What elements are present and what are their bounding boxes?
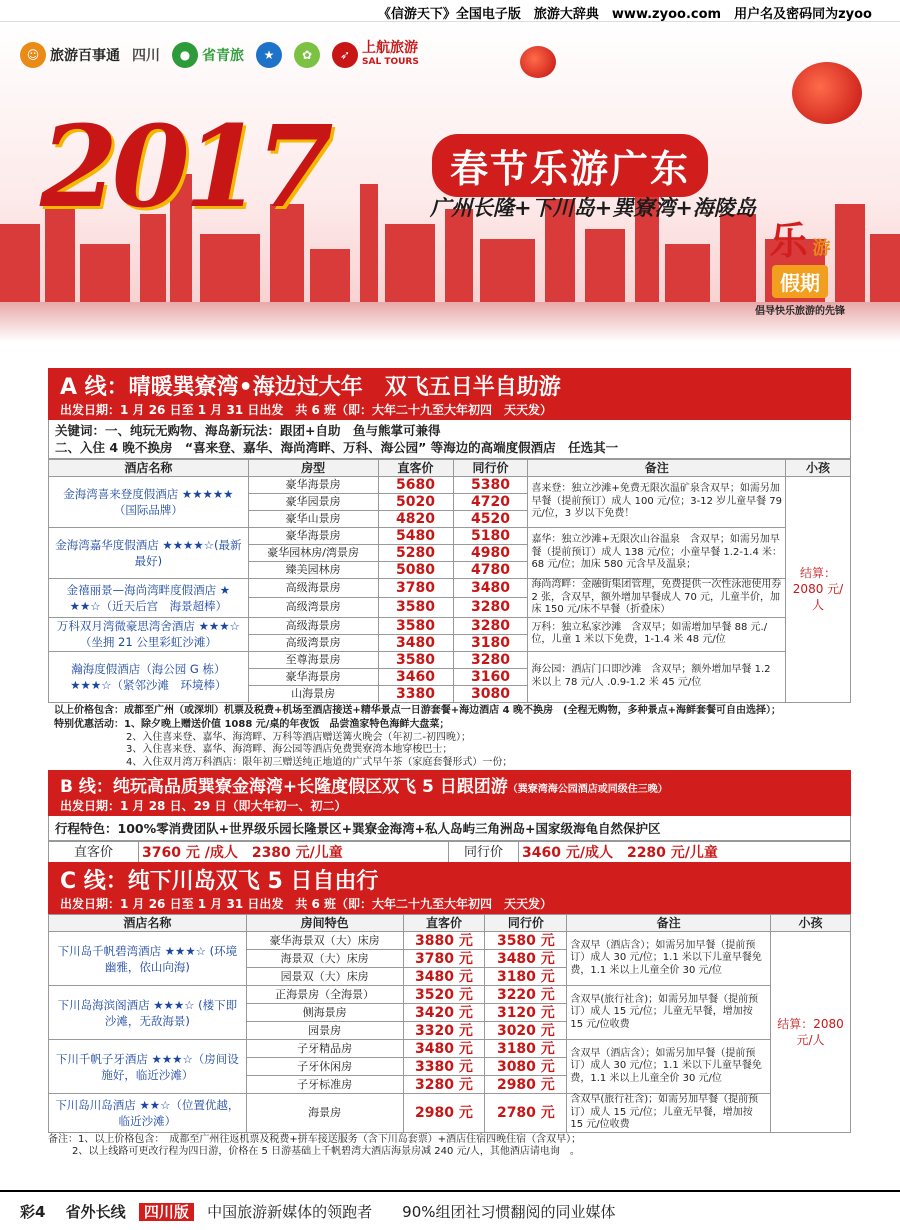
direct-price: 3520 元 [403, 986, 485, 1004]
hotel-name: 金海湾嘉华度假酒店 ★★★★☆(最新 最好) [49, 528, 249, 579]
peer-price: 5180 [453, 528, 528, 545]
peer-price: 3120 元 [485, 1004, 567, 1022]
peer-price: 4520 [453, 511, 528, 528]
line-a-header: A 线：晴暖巽寮湾•海边过大年 双飞五日半自助游 出发日期：1 月 26 日至 1 月 31 日出发 共 6 班（即：大年二十九至大年初四 天天发） [48, 368, 851, 420]
table-row [49, 932, 851, 950]
line-c-remarks: 备注：1、以上价格包含： 成都至广州往返机票及税费+拼车接送服务（含下川岛套票）+酒店住宿四晚住宿（含双早）； 2、以上线路可更改行程为四日游，价格在 5 日游基础上千帆碧湾大酒店海景房减 240 元/人，其他酒店请电询 。 [48, 1133, 582, 1157]
peer-price: 3280 [453, 617, 528, 634]
direct-price: 5280 [378, 545, 453, 562]
peer-price: 5380 [453, 477, 528, 494]
room-type: 海景房 [246, 1094, 403, 1133]
peer-price: 3180 元 [485, 968, 567, 986]
direct-price: 3480 元 [403, 1040, 485, 1058]
peer-price: 2980 元 [485, 1076, 567, 1094]
room-type: 园景双（大）床房 [246, 968, 403, 986]
holiday-badge: 乐 游 假期 倡导快乐旅游的先锋 [755, 218, 845, 317]
logo-lvyoubaishitong: ☺ 旅游百事通 [20, 42, 120, 68]
table-row [49, 1040, 851, 1058]
hero-title: 春节乐游广东 [432, 134, 708, 197]
room-type: 子牙精品房 [246, 1040, 403, 1058]
sal-wing-icon: ➶ [332, 42, 358, 68]
peer-price: 4720 [453, 494, 528, 511]
peer-price: 3580 元 [485, 932, 567, 950]
peer-price: 3480 [453, 579, 528, 598]
peer-price: 3280 [453, 651, 528, 668]
direct-price: 3480 元 [403, 968, 485, 986]
direct-price: 5020 [378, 494, 453, 511]
room-type: 豪华海景双（大）床房 [246, 932, 403, 950]
line-c-header: C 线：纯下川岛双飞 5 日自由行 出发日期：1 月 26 日至 1 月 31 日出发 共 6 班（即：大年二十九至大年初四 天天发） [48, 862, 851, 914]
room-type: 侧海景房 [246, 1004, 403, 1022]
peer-price: 2780 元 [485, 1094, 567, 1133]
direct-price: 4820 [378, 511, 453, 528]
room-note: 含双早（酒店含）；如需另加早餐（提前预订）成人 30 元/位；1.1 米以下儿童早餐免费，1.1 米以上儿童全价 30 元/位 [567, 1040, 771, 1094]
room-note: 万科：独立私家沙滩 含双早；如需增加早餐 88 元./位，儿童 1 米以下免费，1-1.4 米 48 元/位 [528, 617, 786, 651]
direct-price: 3880 元 [403, 932, 485, 950]
logo-sal-tours: ➶ 上航旅游 SAL TOURS [332, 42, 419, 68]
logo-qinglv: ● 省青旅 [172, 42, 244, 68]
line-a-table: 酒店名称 房型 直客价 同行价 备注 小孩 金海湾喜来登度假酒店 ★★★★★（国际品牌） 豪华海景房 5680 5380 喜来登：独立沙滩+免费无限次温矿泉含双早；如需另加早餐（提前预订）成人 100 元/位；3-12 岁儿童早餐 79 元/位，3 岁以下免费！ 结算：2080 元/人 豪华园景房 5020 4720 豪华山景房 4820 4520 金海湾嘉华度假酒店 ★★★★☆(最新 最好) 豪华海景房 5480 5180 嘉华：独立沙滩+无限次山谷温泉 含双早；如需另加早餐（提前预订）成人 138 元/位；小童早餐 1.2-1.4 米：68 元/位；加床 580 元含早及温泉； 豪华园林房/湾景房 5280 4980 臻美园林房 5080 4780 金禧丽景—海尚湾畔度假酒店 ★ ★★☆（近天后宫 海景超棒） 高级海景房 3780 3480 海尚湾畔：金融街集团管理，免费提供一次性泳池使用券 2 张，含双早，额外增加早餐成人 70 元，儿童半价，加床 150 元/床不早餐（折叠床） 高级湾景房 3580 3280 万科双月湾微豪思湾舍酒店 ★★★☆（坐拥 21 公里彩虹沙滩） 高级海景房 3580 3280 万科：独立私家沙滩 含双早；如需增加早餐 88 元./位，儿童 1 米以下免费，1-1.4 米 48 元/位 高级湾景房 3480 3180 瀚海度假酒店（海公园 G 栋）★★★☆（紧邻沙滩 环境棒） 至尊海景房 3580 3280 海公园：酒店门口即沙滩 含双早；额外增加早餐 1.2 米以上 78 元/人 .0.9-1.2 米 45 元/位 豪华海景房 3460 3160 山海景房 3380 3080 [48, 459, 851, 703]
peer-price: 3480 元 [485, 950, 567, 968]
peer-price: 4980 [453, 545, 528, 562]
direct-price: 3280 元 [403, 1076, 485, 1094]
peer-price: 3180 [453, 634, 528, 651]
room-type: 高级海景房 [248, 579, 378, 598]
peer-price: 4780 [453, 562, 528, 579]
line-a-section [48, 368, 851, 769]
direct-price: 3420 元 [403, 1004, 485, 1022]
room-type: 豪华园景房 [248, 494, 378, 511]
direct-price: 3580 [378, 617, 453, 634]
hotel-name: 下川岛川岛酒店 ★★☆（位置优越，临近沙滩） [49, 1094, 247, 1133]
peer-price: 3080 元 [485, 1058, 567, 1076]
room-type: 豪华园林房/湾景房 [248, 545, 378, 562]
line-a-include: 以上价格包含：成都至广州（或深圳）机票及税费+机场至酒店接送+精华景点一日游套餐+海边酒店 4 晚不换房 (全程无购物，多种景点+海鲜套餐可自由选择）； [54, 704, 782, 716]
partner-logos [20, 42, 419, 68]
direct-price: 3780 [378, 579, 453, 598]
line-a-keywords: 关键词：一、纯玩无购物、海岛新玩法：跟团+自助 鱼与熊掌可兼得 二、入住 4 晚不换房 “喜来登、嘉华、海尚湾畔、万科、海公园” 等海边的高端度假酒店 任选其一 [48, 420, 851, 459]
hotel-name: 金禧丽景—海尚湾畔度假酒店 ★ ★★☆（近天后宫 海景超棒） [49, 579, 249, 618]
peer-price: 3080 [453, 685, 528, 702]
peer-price: 3220 元 [485, 986, 567, 1004]
room-note: 含双早（酒店含）；如需另加早餐（提前预订）成人 30 元/位；1.1 米以下儿童早餐免费，1.1 米以上儿童全价 30 元/位 [567, 932, 771, 986]
table-row [49, 528, 851, 545]
hotel-name: 万科双月湾微豪思湾舍酒店 ★★★☆（坐拥 21 公里彩虹沙滩） [49, 617, 249, 651]
room-type: 高级海景房 [248, 617, 378, 634]
room-type: 臻美园林房 [248, 562, 378, 579]
table-row [49, 986, 851, 1004]
mascot-icon: ☺ [20, 42, 46, 68]
direct-price: 3320 元 [403, 1022, 485, 1040]
direct-price: 3780 元 [403, 950, 485, 968]
direct-price: 3380 [378, 685, 453, 702]
hotel-name: 瀚海度假酒店（海公园 G 栋）★★★☆（紧邻沙滩 环境棒） [49, 651, 249, 702]
room-type: 豪华山景房 [248, 511, 378, 528]
room-type: 子牙标准房 [246, 1076, 403, 1094]
hero-subtitle: 广州长隆+下川岛+巽寮湾+海陵岛 [430, 195, 756, 220]
qinglv-icon: ● [172, 42, 198, 68]
line-b-price-table: 直客价 3760 元 /成人 2380 元/儿童 同行价 3460 元/成人 2280 元/儿童 [48, 841, 851, 864]
room-type: 园景房 [246, 1022, 403, 1040]
hotel-name: 下川千帆子牙酒店 ★★★☆（房间设施好，临近沙滩） [49, 1040, 247, 1094]
year-title: 2017 [40, 102, 328, 233]
logo-sichuan: 四川 [132, 48, 160, 64]
room-note: 含双早(旅行社含)；如需另加早餐（提前预订）成人 15 元/位；儿童无早餐，增加按 15 元/位收费 [567, 1094, 771, 1133]
room-type: 豪华海景房 [248, 528, 378, 545]
room-type: 豪华海景房 [248, 477, 378, 494]
lantern-icon [792, 62, 862, 124]
room-note: 海公园：酒店门口即沙滩 含双早；额外增加早餐 1.2 米以上 78 元/人 .0.9-1.2 米 45 元/位 [528, 651, 786, 702]
room-type: 高级湾景房 [248, 634, 378, 651]
room-type: 海景双（大）床房 [246, 950, 403, 968]
table-row [49, 1094, 851, 1133]
room-type: 正海景房（全海景） [246, 986, 403, 1004]
line-c-rows [49, 932, 851, 1133]
room-type: 高级湾景房 [248, 598, 378, 617]
table-row [49, 617, 851, 634]
line-a-rows [49, 477, 851, 703]
line-c-section [48, 862, 851, 1160]
room-note: 喜来登：独立沙滩+免费无限次温矿泉含双早；如需另加早餐（提前预订）成人 100 元/位；3-12 岁儿童早餐 79 元/位，3 岁以下免费！ [528, 477, 786, 528]
badge-icon: ★ [256, 42, 282, 68]
room-type: 至尊海景房 [248, 651, 378, 668]
child-price: 结算：2080 元/人 [786, 477, 851, 703]
table-row [49, 477, 851, 494]
room-note: 海尚湾畔：金融街集团管理，免费提供一次性泳池使用券 2 张，含双早，额外增加早餐成人 70 元，儿童半价，加床 150 元/床不早餐（折叠床） [528, 579, 786, 618]
line-a-specials: 特别优惠活动：1、除夕晚上赠送价值 1088 元/桌的年夜饭 品尝渔家特色海鲜大盘菜； 2、入住喜来登、嘉华、海湾畔、万科等酒店赠送篝火晚会（年初二-初四晚）； 3、入住喜来登、嘉华、海湾畔、海公园等酒店免费巽寮湾本地穿梭巴士； 4、入住双月湾万科酒店：限年初三赠送纯正地道的广式早午茶（家庭套餐形式）一份； [54, 719, 513, 768]
direct-price: 3580 [378, 598, 453, 617]
direct-price: 3460 [378, 668, 453, 685]
room-type: 子牙休闲房 [246, 1058, 403, 1076]
table-row [49, 651, 851, 668]
hotel-name: 下川岛千帆碧湾酒店 ★★★☆ (环境幽雅，依山向海) [49, 932, 247, 986]
line-b-feature: 行程特色：100%零消费团队+世界级乐园长隆景区+巽寮金海湾+私人岛屿三角洲岛+国家级海龟自然保护区 [48, 816, 851, 841]
line-c-table: 酒店名称 房间特色 直客价 同行价 备注 小孩 下川岛千帆碧湾酒店 ★★★☆ (环境幽雅，依山向海) 豪华海景双（大）床房 3880 元 3580 元 含双早（酒店含）；如需另加早餐（提前预订）成人 30 元/位；1.1 米以下儿童早餐免费，1.1 米以上儿童全价 30 元/位 结算：2080 元/人 海景双（大）床房 3780 元 3480 元 园景双（大）床房 3480 元 3180 元 下川岛海滨阁酒店 ★★★☆ (楼下即沙滩，无敌海景) 正海景房（全海景） 3520 元 3220 元 含双早(旅行社含)；如需另加早餐（提前预订）成人 15 元/位；儿童无早餐，增加按 15 元/位收费 侧海景房 3420 元 3120 元 园景房 3320 元 3020 元 下川千帆子牙酒店 ★★★☆（房间设施好，临近沙滩） 子牙精品房 3480 元 3180 元 含双早（酒店含）；如需另加早餐（提前预订）成人 30 元/位；1.1 米以下儿童早餐免费，1.1 米以上儿童全价 30 元/位 子牙休闲房 3380 元 3080 元 子牙标准房 3280 元 2980 元 下川岛川岛酒店 ★★☆（位置优越，临近沙滩） 海景房 2980 元 2780 元 含双早(旅行社含)；如需另加早餐（提前预订）成人 15 元/位；儿童无早餐，增加按 15 元/位收费 [48, 914, 851, 1133]
hotel-name: 下川岛海滨阁酒店 ★★★☆ (楼下即沙滩，无敌海景) [49, 986, 247, 1040]
lantern-icon [520, 46, 556, 78]
direct-price: 3580 [378, 651, 453, 668]
child-price: 结算：2080 元/人 [771, 932, 851, 1133]
line-b-section [48, 770, 851, 864]
page-footer: 彩4 省外长线 四川版 中国旅游新媒体的领跑者 90%组团社习惯翻阅的同业媒体 [0, 1190, 900, 1230]
line-b-header: B 线：纯玩高品质巽寮金海湾+长隆度假区双飞 5 日跟团游（巽寮湾海公园酒店或同级住三晚） 出发日期：1 月 28 日、29 日（即大年初一、初二） [48, 770, 851, 816]
direct-price: 3480 [378, 634, 453, 651]
leaf-icon: ✿ [294, 42, 320, 68]
peer-price: 3160 [453, 668, 528, 685]
peer-price: 3020 元 [485, 1022, 567, 1040]
room-type: 山海景房 [248, 685, 378, 702]
room-note: 嘉华：独立沙滩+无限次山谷温泉 含双早；如需另加早餐（提前预订）成人 138 元/位；小童早餐 1.2-1.4 米：68 元/位；加床 580 元含早及温泉； [528, 528, 786, 579]
table-row [49, 579, 851, 598]
hero-banner [0, 22, 900, 342]
direct-price: 5080 [378, 562, 453, 579]
top-banner: 《信游天下》全国电子版 旅游大辞典 www.zyoo.com 用户名及密码同为zyoo [0, 0, 900, 22]
room-note: 含双早(旅行社含)；如需另加早餐（提前预订）成人 15 元/位；儿童无早餐，增加按 15 元/位收费 [567, 986, 771, 1040]
direct-price: 3380 元 [403, 1058, 485, 1076]
hotel-name: 金海湾喜来登度假酒店 ★★★★★（国际品牌） [49, 477, 249, 528]
direct-price: 5480 [378, 528, 453, 545]
direct-price: 2980 元 [403, 1094, 485, 1133]
peer-price: 3280 [453, 598, 528, 617]
direct-price: 5680 [378, 477, 453, 494]
peer-price: 3180 元 [485, 1040, 567, 1058]
room-type: 豪华海景房 [248, 668, 378, 685]
